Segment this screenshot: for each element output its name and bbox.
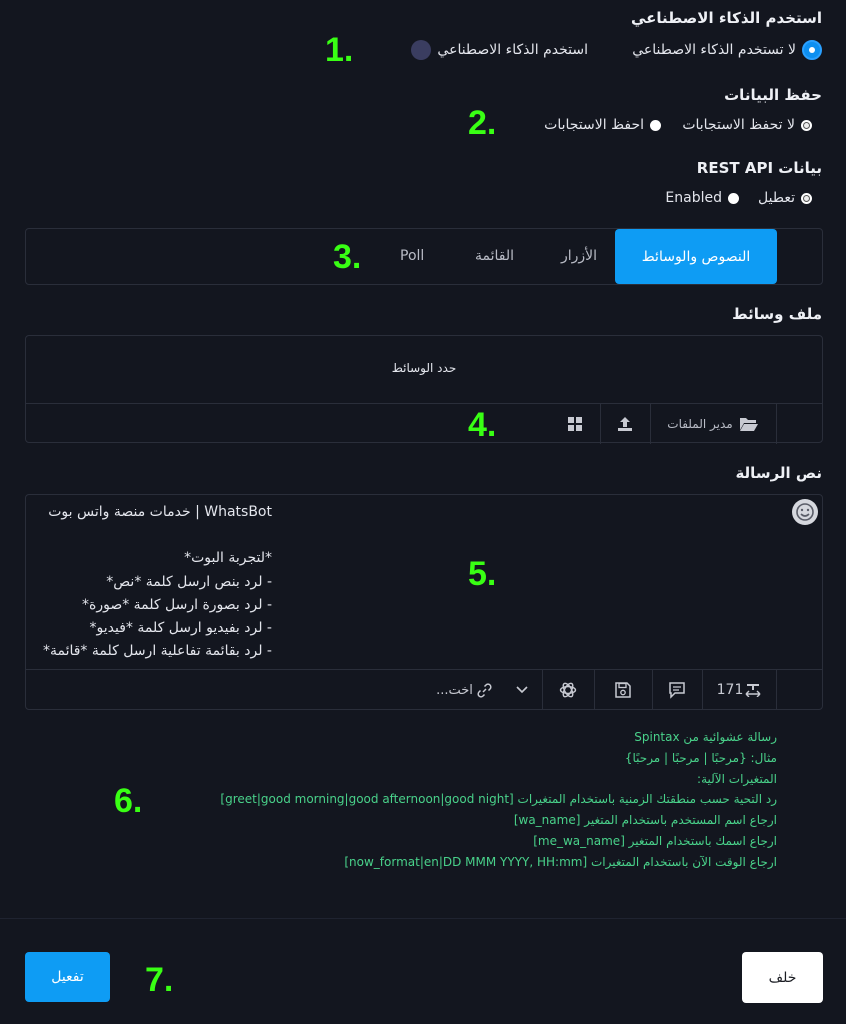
save-option-yes-label: احفظ الاستجابات [544, 117, 644, 133]
help-line: المتغيرات الآلية: [697, 771, 777, 786]
link-button[interactable] [430, 670, 498, 710]
toolbar-separator [600, 404, 601, 444]
step-marker-7: 7. [145, 961, 174, 999]
save-data-title: حفظ البيانات [724, 86, 822, 104]
toolbar-separator [594, 670, 595, 710]
footer-divider [0, 918, 846, 919]
openai-icon [558, 680, 578, 700]
ai-option-off[interactable] [632, 40, 822, 60]
grid-icon [567, 416, 583, 432]
chevron-down-icon [515, 685, 529, 695]
tab-list[interactable]: القائمة [475, 248, 514, 264]
toolbar-separator [542, 670, 543, 710]
step-marker-4: 4. [468, 406, 497, 444]
step-marker-5: 5. [468, 555, 497, 593]
message-line: WhatsBot | خدمات منصة واتس بوت [48, 504, 272, 520]
file-manager-label: مدير الملفات [667, 417, 733, 431]
radio-unselected-icon[interactable] [411, 40, 431, 60]
rest-api-title: بيانات REST API [696, 159, 822, 177]
media-toolbar [26, 404, 822, 444]
toolbar-separator [702, 670, 703, 710]
smiley-icon [796, 503, 814, 521]
toolbar-separator [652, 670, 653, 710]
file-manager-button[interactable] [650, 404, 776, 444]
help-line: رد التحية حسب منطقتك الزمنية باستخدام المتغيرات [greet|good morning|good afternoon|good night] [220, 792, 777, 807]
step-marker-6: 6. [114, 782, 143, 820]
radio-selected-icon[interactable] [801, 193, 812, 204]
media-title: ملف وسائط [732, 305, 822, 323]
more-dropdown[interactable] [502, 670, 542, 710]
rest-option-enable[interactable] [665, 190, 739, 206]
save-option-no[interactable] [682, 117, 812, 133]
help-line: مثال: {مرحبًا | مرحبًا | مرحبًا} [624, 750, 777, 765]
gallery-button[interactable] [550, 404, 600, 444]
save-option-no-label: لا تحفظ الاستجابات [682, 117, 795, 133]
upload-icon [617, 416, 633, 432]
link-icon [477, 683, 492, 698]
tab-text-media[interactable]: النصوص والوسائط [615, 229, 777, 284]
text-width-icon [745, 683, 761, 697]
upload-button[interactable] [600, 404, 650, 444]
step-marker-2: 2. [468, 104, 497, 142]
link-label: اخت... [436, 682, 473, 698]
tab-poll[interactable]: Poll [400, 248, 425, 264]
step-marker-3: 3. [333, 238, 362, 276]
select-media-label[interactable]: حدد الوسائط [391, 361, 457, 375]
radio-selected-icon[interactable] [802, 40, 822, 60]
message-line: - لرد بفيديو ارسل كلمة *فيديو* [89, 619, 272, 636]
emoji-button[interactable] [792, 499, 818, 525]
ai-option-on-label: استخدم الذكاء الاصطناعي [437, 42, 588, 58]
message-line: - لرد بقائمة تفاعلية ارسل كلمة *قائمة* [42, 643, 272, 660]
help-line: ارجاع اسم المستخدم باستخدام المتغير [wa_name] [513, 813, 777, 828]
radio-unselected-icon[interactable] [650, 120, 661, 131]
tab-buttons[interactable]: الأزرار [561, 248, 598, 264]
ai-option-off-label: لا تستخدم الذكاء الاصطناعي [632, 42, 796, 58]
spintax-help [220, 727, 777, 873]
folder-open-icon [739, 416, 759, 432]
comment-icon [668, 681, 686, 699]
message-line [32, 524, 272, 547]
message-title: نص الرسالة [735, 464, 822, 482]
back-button[interactable]: خلف [742, 952, 823, 1003]
save-draft-button[interactable] [594, 670, 652, 710]
save-option-yes[interactable] [544, 117, 661, 133]
ai-option-on[interactable] [401, 40, 588, 60]
help-line: ارجاع اسمك باستخدام المتغير [me_wa_name] [533, 833, 777, 848]
ai-assistant-button[interactable] [542, 670, 594, 710]
toolbar-separator [650, 404, 651, 444]
comment-button[interactable] [652, 670, 702, 710]
char-counter [702, 670, 776, 710]
toolbar-separator [776, 404, 777, 444]
rest-option-enable-label: Enabled [665, 190, 722, 206]
ai-section-title: استخدم الذكاء الاصطناعي [631, 9, 822, 27]
message-line: - لرد بنص ارسل كلمة *نص* [106, 573, 272, 590]
activate-button[interactable]: تفعيل [25, 952, 110, 1002]
step-marker-1: 1. [325, 31, 354, 69]
message-body[interactable] [32, 501, 272, 663]
message-line: - لرد بصورة ارسل كلمة *صورة* [82, 596, 272, 613]
radio-selected-icon[interactable] [801, 120, 812, 131]
radio-unselected-icon[interactable] [728, 193, 739, 204]
help-line: ارجاع الوقت الآن باستخدام المتغيرات [now_format|en|DD MMM YYYY, HH:mm] [344, 854, 777, 869]
media-panel [25, 335, 823, 443]
char-count: 171 [716, 682, 744, 698]
toolbar-separator [776, 670, 777, 710]
rest-option-disable-label: تعطيل [758, 190, 795, 206]
save-icon [614, 681, 632, 699]
help-line: رسالة عشوائية من Spintax [634, 730, 777, 744]
editor-toolbar [26, 670, 822, 710]
rest-option-disable[interactable] [758, 190, 812, 206]
message-editor[interactable] [25, 494, 823, 710]
message-line: *لتجربة البوت* [184, 550, 272, 567]
